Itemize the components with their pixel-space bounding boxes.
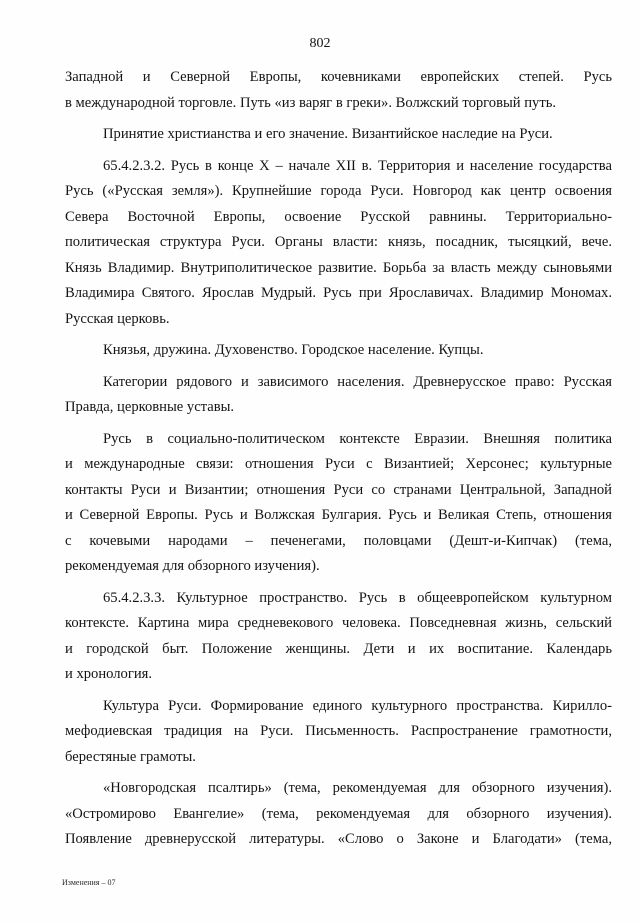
paragraph: [65, 154, 612, 333]
text-line: Появление древнерусской литературы. «Слово о Законе и Благодати» (тема,: [65, 831, 612, 847]
paragraph: [65, 694, 612, 771]
text-line: с кочевыми народами – печенегами, половцами (Дешт-и-Кипчак) (тема,: [65, 532, 612, 549]
text-line: Князья, дружина. Духовенство. Городское население. Купцы.: [103, 342, 484, 358]
page-number: 802: [309, 36, 331, 51]
text-line: политическая структура Руси. Органы власти: князь, посадник, тысяцкий, вече.: [65, 234, 612, 250]
text-line: Русь («Русская земля»). Крупнейшие города Руси. Новгород как центр освоения: [65, 183, 612, 199]
text-line: в международной торговле. Путь «из варяг в греки». Волжский торговый путь.: [65, 94, 557, 111]
text-line: «Остромирово Евангелие» (тема, рекомендуемая для обзорного изучения).: [65, 805, 612, 822]
text-line: берестяные грамоты.: [65, 748, 196, 765]
text-line: 65.4.2.3.2. Русь в конце X – начале XII в. Территория и население государства: [103, 157, 612, 174]
text-line: Категории рядового и зависимого населения. Древнерусское право: Русская: [103, 373, 612, 390]
text-line: и Северной Европы. Русь и Волжская Булгария. Русь и Великая Степь, отношения: [65, 507, 612, 523]
paragraph: [65, 370, 612, 421]
text-line: Князь Владимир. Внутриполитическое развитие. Борьба за власть между сыновьями: [65, 259, 612, 276]
text-line: 65.4.2.3.3. Культурное пространство. Русь в общеевропейском культурном: [103, 589, 612, 606]
text-line: Владимира Святого. Ярослав Мудрый. Русь при Ярославичах. Владимир Мономах.: [65, 285, 612, 301]
text-line: Русская церковь.: [65, 310, 170, 327]
paragraph: [65, 776, 612, 853]
text-line: «Новгородская псалтирь» (тема, рекомендуемая для обзорного изучения).: [103, 780, 612, 796]
text-line: и международные связи: отношения Руси с Византией; Херсонес; культурные: [65, 456, 612, 472]
text-line: и хронология.: [65, 666, 152, 682]
text-line: контексте. Картина мира средневекового человека. Повседневная жизнь, сельский: [65, 615, 612, 631]
text-line: мефодиевская традиция на Руси. Письменность. Распространение грамотности,: [65, 723, 612, 739]
paragraph: [65, 65, 612, 116]
document-body: [65, 65, 612, 859]
text-line: Севера Восточной Европы, освоение Русской равнины. Территориально-: [65, 208, 612, 225]
paragraph: [65, 122, 612, 148]
footer-note: Изменения – 07: [62, 878, 116, 887]
text-line: Правда, церковные уставы.: [65, 399, 235, 415]
paragraph: [65, 586, 612, 688]
paragraph: [65, 427, 612, 580]
text-line: Западной и Северной Европы, кочевниками европейских степей. Русь: [65, 69, 612, 85]
text-line: и городской быт. Положение женщины. Дети и их воспитание. Календарь: [65, 640, 612, 657]
text-line: рекомендуемая для обзорного изучения).: [65, 558, 320, 574]
text-line: Русь в социально-политическом контексте Евразии. Внешняя политика: [103, 430, 612, 447]
text-line: Принятие христианства и его значение. Византийское наследие на Руси.: [103, 126, 553, 142]
text-line: Культура Руси. Формирование единого культурного пространства. Кирилло-: [103, 697, 612, 714]
paragraph: [65, 338, 612, 364]
text-line: контакты Руси и Византии; отношения Руси со странами Центральной, Западной: [65, 481, 612, 498]
